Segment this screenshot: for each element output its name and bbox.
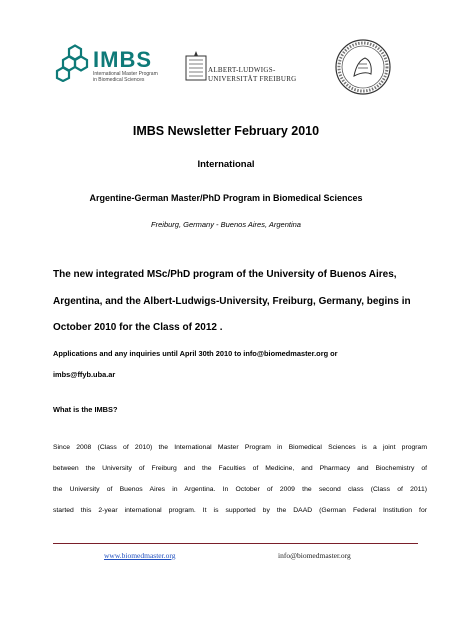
body-line: Since 2008 (Class of 2010) the International Master Program in Biomedical Sciences is a joint program bbox=[53, 444, 427, 451]
lead-line: The new integrated MSc/PhD program of the University of Buenos Aires, bbox=[53, 269, 397, 280]
lead-line: Argentina, and the Albert-Ludwigs-University, Freiburg, Germany, begins in bbox=[53, 295, 411, 307]
imbs-logo-wordmark: IMBS bbox=[93, 47, 152, 72]
body-line: between the University of Freiburg and the Faculties of Medicine, and Pharmacy and Biochemistry of bbox=[53, 465, 427, 472]
body-line: the University of Buenos Aires in Argentina. In October of 2009 the second class (Class of 2011) bbox=[53, 486, 427, 493]
body-line: started this 2-year international program. It is supported by the DAAD (German Federal Institution for bbox=[53, 507, 427, 514]
section-body bbox=[53, 437, 427, 521]
seal-icon bbox=[334, 38, 392, 96]
section-heading: What is the IMBS? bbox=[53, 405, 118, 414]
footer-email: info@biomedmaster.org bbox=[278, 551, 351, 560]
newsletter-title: IMBS Newsletter February 2010 bbox=[132, 124, 320, 138]
program-location: Freiburg, Germany - Buenos Aires, Argentina bbox=[151, 220, 301, 229]
program-title: Argentine-German Master/PhD Program in Biomedical Sciences bbox=[89, 193, 363, 203]
freiburg-logo-line2: UNIVERSITÄT FREIBURG bbox=[208, 75, 297, 83]
freiburg-logo-text bbox=[208, 66, 297, 84]
applications-notice bbox=[53, 343, 413, 385]
footer-divider bbox=[53, 543, 418, 544]
university-seal bbox=[334, 38, 392, 96]
imbs-logo-tagline: International Master Program in Biomedical Sciences bbox=[93, 71, 158, 83]
lead-line: October 2010 for the Class of 2012 . bbox=[53, 322, 223, 333]
applications-line: Applications and any inquiries until April 30th 2010 to info@biomedmaster.org or bbox=[53, 349, 338, 358]
lead-paragraph bbox=[53, 262, 413, 342]
hexagon-molecule-icon bbox=[53, 40, 93, 82]
newsletter-subtitle: International bbox=[197, 159, 255, 170]
footer-website-link[interactable]: www.biomedmaster.org bbox=[104, 551, 176, 560]
applications-email: imbs@ffyb.uba.ar bbox=[53, 370, 116, 379]
freiburg-logo-line1: ALBERT-LUDWIGS- bbox=[208, 66, 276, 74]
